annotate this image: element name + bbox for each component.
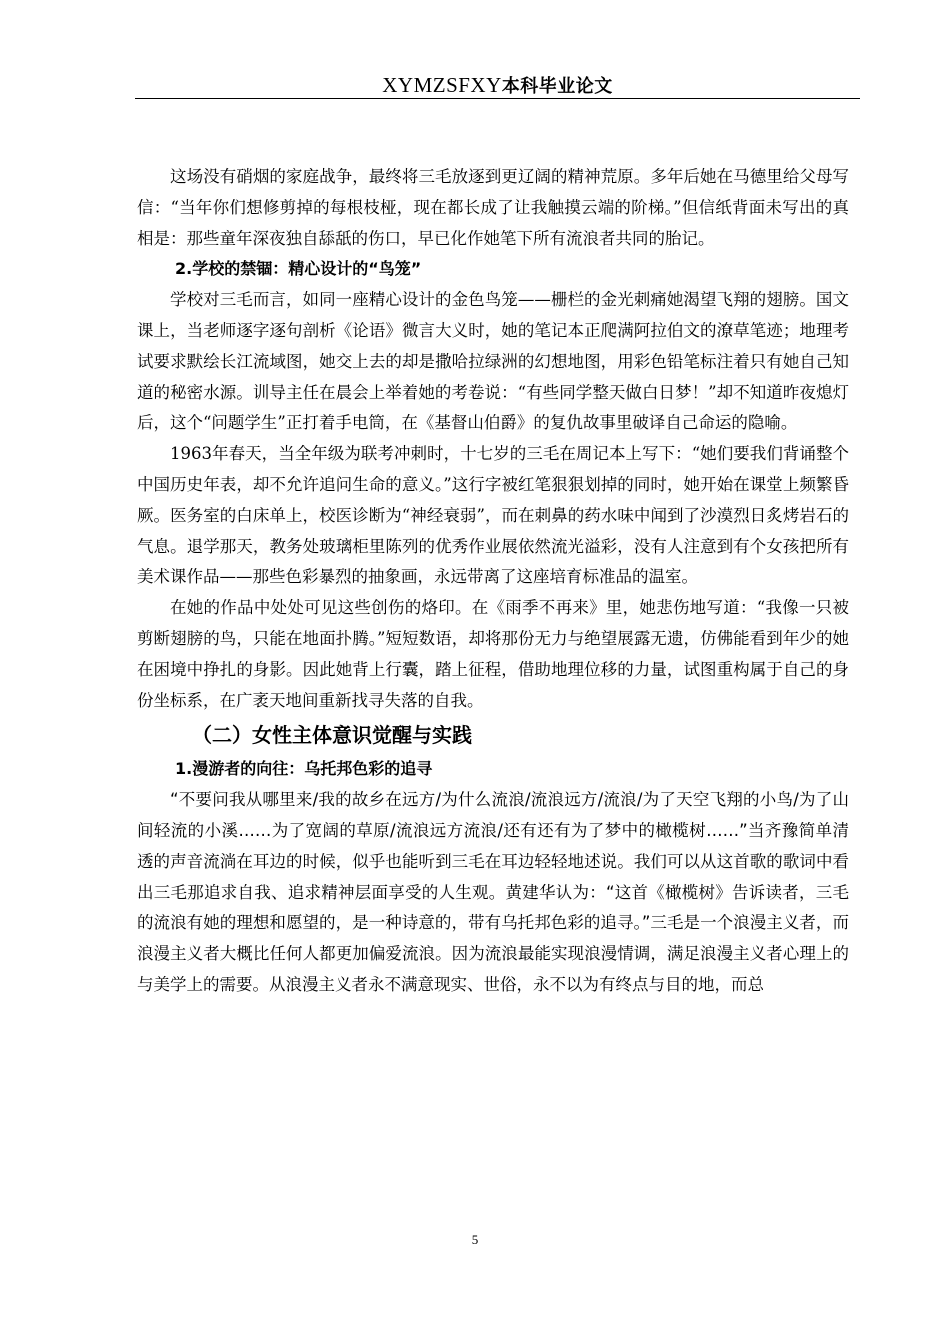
paragraph: 这场没有硝烟的家庭战争，最终将三毛放逐到更辽阔的精神荒原。多年后她在马德里给父母写信：“当年你们想修剪掉的每根枝桠，现在都长成了让我触摸云端的阶梯。”但信纸背面未写出的真相是：那些童年深夜独自舔舐的伤口，早已化作她笔下所有流浪者共同的胎记。 bbox=[137, 167, 849, 248]
page-header bbox=[135, 70, 860, 100]
page-number: 5 bbox=[471, 1232, 479, 1247]
header-code: XYMZSFXY bbox=[382, 73, 502, 97]
subheading-wanderer: 1.漫游者的向往：乌托邦色彩的追寻 bbox=[175, 759, 433, 779]
body-text bbox=[137, 162, 849, 1001]
paragraph: 1963年春天，当全年级为联考冲刺时，十七岁的三毛在周记本上写下：“她们要我们背诵整个中国历史年表，却不允许追问生命的意义。”这行字被红笔狠狠划掉的同时，她开始在课堂上频繁昏厥。医务室的白床单上，校医诊断为“神经衰弱”，而在刺鼻的药水味中闻到了沙漠烈日炙烤岩石的气息。退学那天，教务处玻璃柜里陈列的优秀作业展依然流光溢彩，没有人注意到有个女孩把所有美术课作品——那些色彩暴烈的抽象画，永远带离了这座培育标准品的温室。 bbox=[137, 444, 849, 587]
section-heading: （二）女性主体意识觉醒与实践 bbox=[192, 723, 472, 748]
paragraph: 在她的作品中处处可见这些创伤的烙印。在《雨季不再来》里，她悲伤地写道：“我像一只被剪断翅膀的鸟，只能在地面扑腾。”短短数语，却将那份无力与绝望展露无遗，仿佛能看到年少的她在困境中挣扎的身影。因此她背上行囊，踏上征程，借助地理位移的力量，试图重构属于自己的身份坐标系，在广袤天地间重新找寻失落的自我。 bbox=[137, 598, 849, 710]
header-divider bbox=[135, 98, 860, 99]
header-title: 本科毕业论文 bbox=[501, 76, 613, 97]
paragraph: 学校对三毛而言，如同一座精心设计的金色鸟笼——栅栏的金光刺痛她渴望飞翔的翅膀。国文课上，当老师逐字逐句剖析《论语》微言大义时，她的笔记本正爬满阿拉伯文的潦草笔迹；地理考试要求默绘长江流域图，她交上去的却是撒哈拉绿洲的幻想地图，用彩色铅笔标注着只有她自己知道的秘密水源。训导主任在晨会上举着她的考卷说：“有些同学整天做白日梦！”却不知道昨夜熄灯后，这个“问题学生”正打着手电筒，在《基督山伯爵》的复仇故事里破译自己命运的隐喻。 bbox=[137, 290, 849, 433]
subheading-school: 2.学校的禁锢：精心设计的“鸟笼” bbox=[175, 259, 422, 279]
paragraph: “不要问我从哪里来/我的故乡在远方/为什么流浪/流浪远方/流浪/为了天空飞翔的小鸟/为了山间轻流的小溪……为了宽阔的草原/流浪远方流浪/还有还有为了梦中的橄榄树……”当齐豫简单清透的声音流淌在耳边的时候，似乎也能听到三毛在耳边轻轻地述说。我们可以从这首歌的歌词中看出三毛那追求自我、追求精神层面享受的人生观。黄建华认为：“这首《橄榄树》告诉读者，三毛的流浪有她的理想和愿望的，是一种诗意的，带有乌托邦色彩的追寻。”三毛是一个浪漫主义者，而浪漫主义者大概比任何人都更加偏爱流浪。因为流浪最能实现浪漫情调，满足浪漫主义者心理上的与美学上的需要。从浪漫主义者永不满意现实、世俗，永不以为有终点与目的地，而总 bbox=[137, 790, 849, 994]
